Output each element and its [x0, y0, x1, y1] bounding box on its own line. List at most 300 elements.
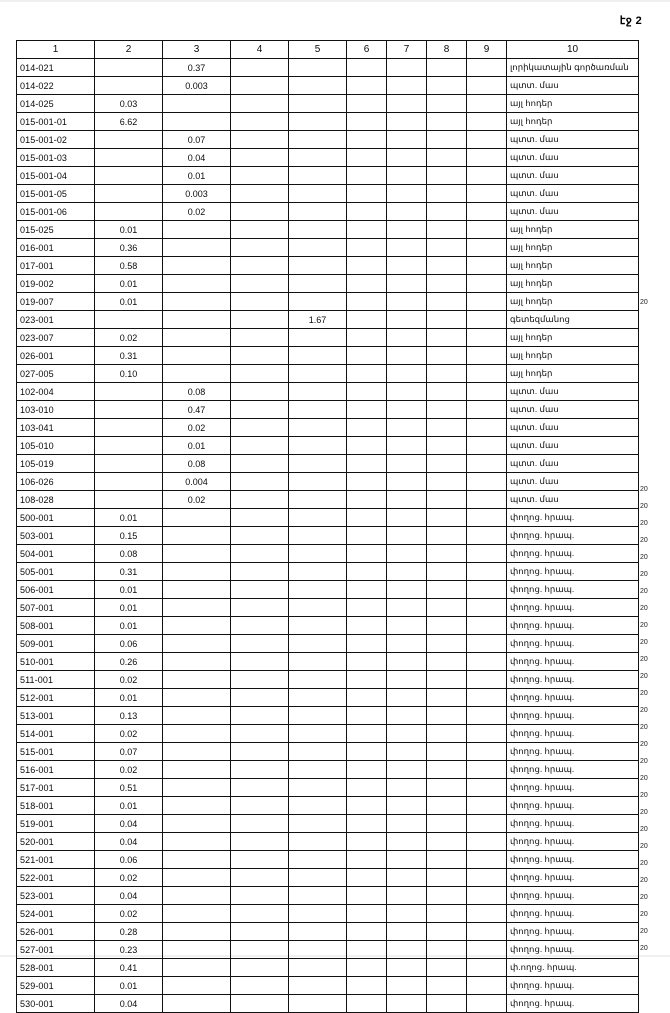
cell-value-7: [387, 239, 427, 257]
cell-value-2: 0.01: [95, 221, 163, 239]
cell-value-4: [231, 167, 289, 185]
cell-value-8: [427, 167, 467, 185]
cell-value-7: [387, 563, 427, 581]
cell-value-8: [427, 977, 467, 995]
cell-value-4: [231, 887, 289, 905]
column-header-1: 1: [17, 41, 95, 59]
cell-code: 503-001: [17, 527, 95, 545]
cell-code: 105-010: [17, 437, 95, 455]
column-header-5: 5: [289, 41, 347, 59]
cell-value-7: [387, 653, 427, 671]
cell-value-7: [387, 95, 427, 113]
cell-value-9: [467, 761, 507, 779]
cell-code: 507-001: [17, 599, 95, 617]
cell-value-8: [427, 59, 467, 77]
cell-value-2: 0.01: [95, 689, 163, 707]
cell-value-3: [163, 563, 231, 581]
cell-value-8: [427, 815, 467, 833]
cell-value-6: [347, 275, 387, 293]
table-row: [17, 977, 639, 995]
cell-value-7: [387, 329, 427, 347]
cell-value-4: [231, 491, 289, 509]
cell-code: 023-007: [17, 329, 95, 347]
cell-value-8: [427, 131, 467, 149]
cell-description: փողոց. հրապ.: [507, 779, 639, 797]
cell-value-3: 0.47: [163, 401, 231, 419]
cell-value-7: [387, 869, 427, 887]
cell-description: փողոց. հրապ.: [507, 545, 639, 563]
cell-value-5: [289, 653, 347, 671]
table-row: [17, 365, 639, 383]
column-header-10: 10: [507, 41, 639, 59]
cell-code: 106-026: [17, 473, 95, 491]
cell-description: փողոց. հրապ.: [507, 707, 639, 725]
cell-value-5: [289, 149, 347, 167]
margin-note: 20: [640, 537, 648, 544]
cell-value-5: [289, 887, 347, 905]
cell-value-6: [347, 509, 387, 527]
cell-value-5: [289, 347, 347, 365]
cell-value-3: [163, 239, 231, 257]
cell-description: պտտ. մաս: [507, 491, 639, 509]
cell-description: պտտ. մաս: [507, 401, 639, 419]
cell-value-3: 0.01: [163, 167, 231, 185]
cell-value-2: [95, 167, 163, 185]
cell-value-4: [231, 599, 289, 617]
margin-note: 20: [640, 894, 648, 901]
cell-value-3: 0.04: [163, 149, 231, 167]
table-row: [17, 419, 639, 437]
cell-value-4: [231, 401, 289, 419]
cell-value-3: [163, 887, 231, 905]
cell-value-4: [231, 923, 289, 941]
cell-value-3: 0.02: [163, 491, 231, 509]
cell-value-6: [347, 707, 387, 725]
cell-value-5: [289, 545, 347, 563]
cell-value-8: [427, 347, 467, 365]
cell-value-9: [467, 185, 507, 203]
cell-code: 519-001: [17, 815, 95, 833]
cell-value-8: [427, 293, 467, 311]
cell-value-2: [95, 149, 163, 167]
cell-code: 523-001: [17, 887, 95, 905]
cell-value-3: [163, 545, 231, 563]
cell-value-6: [347, 617, 387, 635]
table-row: [17, 941, 639, 959]
cell-value-5: [289, 113, 347, 131]
cell-description: փողոց. հրապ.: [507, 833, 639, 851]
cell-value-6: [347, 635, 387, 653]
cell-value-7: [387, 257, 427, 275]
margin-note: 20: [640, 571, 648, 578]
cell-value-4: [231, 95, 289, 113]
cell-code: 527-001: [17, 941, 95, 959]
margin-note: 20: [640, 724, 648, 731]
cell-value-9: [467, 617, 507, 635]
cell-description: փողոց. հրապ.: [507, 617, 639, 635]
cell-value-8: [427, 959, 467, 977]
cell-value-7: [387, 509, 427, 527]
cell-value-5: [289, 167, 347, 185]
cell-code: 524-001: [17, 905, 95, 923]
cell-value-8: [427, 149, 467, 167]
cell-value-7: [387, 851, 427, 869]
cell-value-6: [347, 725, 387, 743]
cell-value-9: [467, 149, 507, 167]
cell-value-7: [387, 167, 427, 185]
cell-value-8: [427, 509, 467, 527]
cell-value-3: [163, 293, 231, 311]
cell-code: 014-022: [17, 77, 95, 95]
cell-value-6: [347, 185, 387, 203]
cell-value-2: 0.02: [95, 329, 163, 347]
table-row: [17, 77, 639, 95]
cell-value-3: [163, 311, 231, 329]
cell-value-5: [289, 77, 347, 95]
cell-value-4: [231, 293, 289, 311]
margin-note: 20: [640, 503, 648, 510]
cell-value-7: [387, 995, 427, 1013]
cell-value-9: [467, 815, 507, 833]
cell-value-2: 0.13: [95, 707, 163, 725]
margin-note: 20: [640, 911, 648, 918]
cell-value-6: [347, 887, 387, 905]
cell-value-4: [231, 779, 289, 797]
cell-value-5: [289, 761, 347, 779]
cell-value-6: [347, 743, 387, 761]
table-row: [17, 329, 639, 347]
cell-value-3: 0.003: [163, 77, 231, 95]
column-header-3: 3: [163, 41, 231, 59]
cell-value-2: 0.04: [95, 833, 163, 851]
cell-value-2: 0.01: [95, 977, 163, 995]
margin-note: 20: [640, 945, 648, 952]
cell-value-2: [95, 203, 163, 221]
margin-note: 20: [640, 622, 648, 629]
cell-value-9: [467, 347, 507, 365]
margin-note: 20: [640, 605, 648, 612]
cell-value-6: [347, 347, 387, 365]
cell-value-2: [95, 383, 163, 401]
cell-description: փողոց. հրապ.: [507, 941, 639, 959]
cell-value-3: [163, 329, 231, 347]
cell-value-6: [347, 671, 387, 689]
column-header-7: 7: [387, 41, 427, 59]
cell-value-6: [347, 653, 387, 671]
cell-value-9: [467, 905, 507, 923]
cell-value-8: [427, 581, 467, 599]
cell-value-4: [231, 473, 289, 491]
cell-value-4: [231, 545, 289, 563]
cell-code: 017-001: [17, 257, 95, 275]
margin-note: 20: [640, 860, 648, 867]
cell-value-2: [95, 77, 163, 95]
cell-value-7: [387, 437, 427, 455]
cell-value-5: [289, 131, 347, 149]
cell-code: 512-001: [17, 689, 95, 707]
cell-value-5: [289, 869, 347, 887]
cell-value-5: [289, 95, 347, 113]
cell-value-7: [387, 365, 427, 383]
cell-value-2: 0.04: [95, 887, 163, 905]
cell-value-4: [231, 617, 289, 635]
cell-code: 529-001: [17, 977, 95, 995]
cell-code: 513-001: [17, 707, 95, 725]
cell-value-9: [467, 599, 507, 617]
cell-description: փողոց. հրապ.: [507, 887, 639, 905]
cell-description: պտտ. մաս: [507, 77, 639, 95]
cell-value-4: [231, 383, 289, 401]
cell-value-8: [427, 401, 467, 419]
cell-value-5: [289, 383, 347, 401]
cell-description: այլ հոդեր: [507, 113, 639, 131]
column-header-4: 4: [231, 41, 289, 59]
cell-value-9: [467, 473, 507, 491]
cell-value-5: [289, 509, 347, 527]
cell-value-9: [467, 293, 507, 311]
cell-value-5: [289, 725, 347, 743]
cell-value-4: [231, 563, 289, 581]
cell-value-2: 0.08: [95, 545, 163, 563]
cell-value-4: [231, 581, 289, 599]
cell-code: 526-001: [17, 923, 95, 941]
cell-value-5: [289, 59, 347, 77]
cell-description: պտտ. մաս: [507, 185, 639, 203]
cell-value-3: [163, 815, 231, 833]
table-row: [17, 725, 639, 743]
cell-description: պտտ. մաս: [507, 203, 639, 221]
cell-value-5: [289, 329, 347, 347]
table-row: [17, 671, 639, 689]
cell-description: փողոց. հրապ.: [507, 509, 639, 527]
cell-value-9: [467, 959, 507, 977]
cell-value-8: [427, 77, 467, 95]
table-row: [17, 239, 639, 257]
cell-value-6: [347, 473, 387, 491]
cell-value-3: 0.07: [163, 131, 231, 149]
table-body: [17, 59, 639, 1013]
cell-value-7: [387, 311, 427, 329]
cell-value-2: 6.62: [95, 113, 163, 131]
table-row: [17, 545, 639, 563]
table-row: [17, 887, 639, 905]
cell-value-3: [163, 95, 231, 113]
cell-value-7: [387, 671, 427, 689]
cell-value-2: 0.36: [95, 239, 163, 257]
cell-value-3: [163, 275, 231, 293]
cell-description: փողոց. հրապ.: [507, 581, 639, 599]
cell-value-3: [163, 761, 231, 779]
cell-value-2: 0.02: [95, 905, 163, 923]
cell-code: 511-001: [17, 671, 95, 689]
cell-value-9: [467, 635, 507, 653]
table-row: [17, 149, 639, 167]
cell-value-9: [467, 77, 507, 95]
cell-value-3: [163, 635, 231, 653]
cell-value-2: [95, 419, 163, 437]
cell-value-3: [163, 509, 231, 527]
table-row: [17, 437, 639, 455]
cell-value-4: [231, 851, 289, 869]
table-row: [17, 185, 639, 203]
cell-value-9: [467, 689, 507, 707]
cell-value-3: [163, 779, 231, 797]
cell-value-7: [387, 455, 427, 473]
cell-value-6: [347, 923, 387, 941]
table-row: [17, 923, 639, 941]
cell-value-2: [95, 491, 163, 509]
cell-value-2: [95, 455, 163, 473]
cell-code: 015-001-01: [17, 113, 95, 131]
table-row: [17, 707, 639, 725]
cell-value-9: [467, 509, 507, 527]
cell-value-7: [387, 293, 427, 311]
table-row: [17, 527, 639, 545]
cell-value-4: [231, 419, 289, 437]
cell-value-6: [347, 977, 387, 995]
cell-value-3: [163, 365, 231, 383]
cell-value-7: [387, 473, 427, 491]
cell-value-4: [231, 743, 289, 761]
cell-value-7: [387, 77, 427, 95]
cell-code: 505-001: [17, 563, 95, 581]
cell-value-9: [467, 329, 507, 347]
cell-value-2: [95, 401, 163, 419]
cell-description: այլ հոդեր: [507, 293, 639, 311]
cell-value-7: [387, 779, 427, 797]
cell-value-6: [347, 257, 387, 275]
cell-value-7: [387, 959, 427, 977]
cell-value-5: [289, 437, 347, 455]
cell-description: պտտ. մաս: [507, 131, 639, 149]
cell-description: փողոց. հրապ.: [507, 599, 639, 617]
cell-description: փողոց. հրապ.: [507, 995, 639, 1013]
cell-value-4: [231, 761, 289, 779]
cell-value-8: [427, 887, 467, 905]
cell-value-8: [427, 113, 467, 131]
cell-value-8: [427, 635, 467, 653]
cell-value-2: 0.26: [95, 653, 163, 671]
cell-value-8: [427, 779, 467, 797]
cell-value-9: [467, 653, 507, 671]
cell-value-6: [347, 167, 387, 185]
cell-value-8: [427, 563, 467, 581]
cell-description: լորիկատային գործառման: [507, 59, 639, 77]
cell-value-9: [467, 383, 507, 401]
table-row: [17, 221, 639, 239]
cell-value-7: [387, 113, 427, 131]
page-number-label: էջ 2: [619, 15, 642, 27]
cell-value-7: [387, 761, 427, 779]
cell-description: պտտ. մաս: [507, 383, 639, 401]
table-row: [17, 95, 639, 113]
cell-value-9: [467, 419, 507, 437]
cell-value-4: [231, 149, 289, 167]
cell-value-2: 0.01: [95, 293, 163, 311]
cell-value-6: [347, 833, 387, 851]
table-row: [17, 491, 639, 509]
cell-value-6: [347, 437, 387, 455]
cell-description: այլ հոդեր: [507, 347, 639, 365]
cell-value-3: [163, 527, 231, 545]
cell-value-3: [163, 941, 231, 959]
cell-description: փողոց. հրապ.: [507, 563, 639, 581]
cell-value-9: [467, 257, 507, 275]
cell-code: 015-001-04: [17, 167, 95, 185]
cell-value-3: 0.003: [163, 185, 231, 203]
cell-value-2: 0.01: [95, 617, 163, 635]
column-header-6: 6: [347, 41, 387, 59]
cell-code: 026-001: [17, 347, 95, 365]
cell-value-9: [467, 221, 507, 239]
cell-value-8: [427, 365, 467, 383]
margin-note: 20: [640, 792, 648, 799]
cell-value-6: [347, 905, 387, 923]
cell-code: 515-001: [17, 743, 95, 761]
cell-value-5: [289, 527, 347, 545]
cell-value-8: [427, 833, 467, 851]
cell-value-3: [163, 581, 231, 599]
cell-value-9: [467, 491, 507, 509]
cell-value-8: [427, 599, 467, 617]
cell-value-7: [387, 707, 427, 725]
cell-value-2: 0.04: [95, 995, 163, 1013]
cell-value-9: [467, 725, 507, 743]
cell-value-2: 0.04: [95, 815, 163, 833]
cell-description: փողոց. հրապ.: [507, 671, 639, 689]
table-row: [17, 689, 639, 707]
cell-value-7: [387, 743, 427, 761]
cell-value-4: [231, 815, 289, 833]
cell-value-5: [289, 491, 347, 509]
cell-value-2: 0.07: [95, 743, 163, 761]
cell-value-9: [467, 743, 507, 761]
margin-note: 20: [640, 877, 648, 884]
cell-value-2: 0.02: [95, 761, 163, 779]
cell-value-3: 0.08: [163, 383, 231, 401]
cell-value-9: [467, 365, 507, 383]
cell-code: 504-001: [17, 545, 95, 563]
cell-description: այլ հոդեր: [507, 95, 639, 113]
cell-value-7: [387, 203, 427, 221]
cell-value-6: [347, 365, 387, 383]
cell-value-5: [289, 563, 347, 581]
cell-value-7: [387, 941, 427, 959]
cell-value-7: [387, 797, 427, 815]
cell-value-6: [347, 815, 387, 833]
cell-value-2: 0.01: [95, 581, 163, 599]
cell-value-8: [427, 473, 467, 491]
cell-value-5: [289, 473, 347, 491]
cell-value-2: 0.31: [95, 563, 163, 581]
cell-value-2: 0.23: [95, 941, 163, 959]
cell-description: պտտ. մաս: [507, 455, 639, 473]
cell-value-9: [467, 851, 507, 869]
cell-code: 014-025: [17, 95, 95, 113]
cell-value-5: [289, 959, 347, 977]
cell-value-3: [163, 995, 231, 1013]
cell-value-9: [467, 671, 507, 689]
cell-value-2: 0.28: [95, 923, 163, 941]
cell-code: 518-001: [17, 797, 95, 815]
cell-code: 019-007: [17, 293, 95, 311]
cell-value-2: [95, 59, 163, 77]
cell-value-7: [387, 581, 427, 599]
cell-value-8: [427, 923, 467, 941]
cell-value-6: [347, 293, 387, 311]
cell-value-3: [163, 905, 231, 923]
cell-value-7: [387, 887, 427, 905]
